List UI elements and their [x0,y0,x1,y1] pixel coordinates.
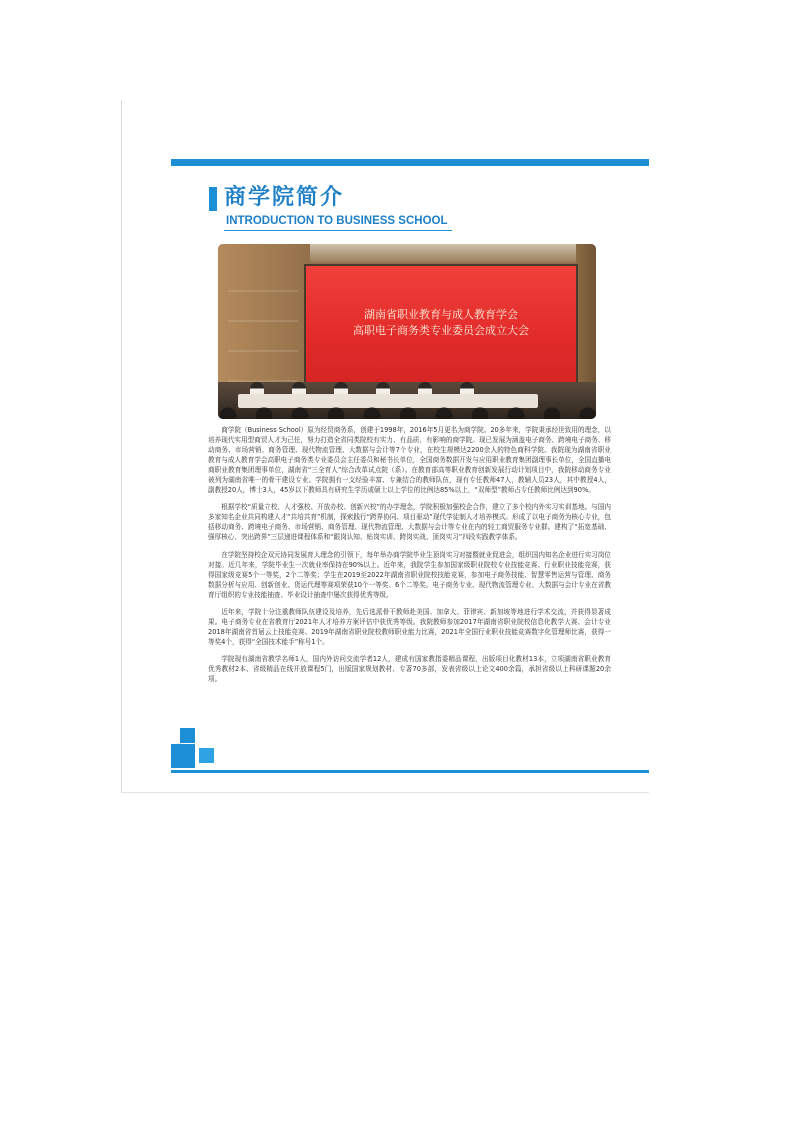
article-body [208,425,611,691]
paragraph: 根据学校“质量立校、人才强校、开放办校、创新兴校”的办学理念，学院积极加强校企合作，建立了多个校内外实习实训基地。与国内多家知名企业共同构建人才“共培共育”机制，探索践行“跨界协同、项目驱动”现代学徒制人才培养模式。形成了以电子商务为核心专业，包括移动商务、跨境电子商务、市场营销、商务管理、现代物流管理、大数据与会计等专业在内的轻工商贸服务专业群。建构了“拓宽基础、强厚核心、突出跨界”三层递进课程体系和“跟岗认知、贴岗实训、跨岗实战、顶岗实习”四段实践教学体系。 [208,503,611,542]
decorative-square [180,728,195,743]
title-underline [224,230,452,231]
conference-banner-screen [306,266,576,386]
banner-line-2: 高职电子商务类专业委员会成立大会 [353,324,529,337]
paragraph: 学院现有湖南省教学名师1人，国内外访问交流学者12人，建成有国家教指委精品课程，出版项目化教材13本，立项湖南省职业教育优秀教材2本、省级精品在线开放课程5门，出版国家规划教材、专著70多部，发表省级以上论文400余篇，承担省级以上科研课题20余项。 [208,654,611,684]
title-marker [209,187,217,211]
paragraph: 近年来，学院十分注重教师队伍建设及培养，先后选派骨干教师赴美国、加拿大、菲律宾、新加坡等地进行学术交流，并获得显著成果。电子商务专业在省教育厅2021年人才培养方案评估中获优秀等级。我院教师参加2017年湖南省职业院校信息化教学大赛、会计专业2018年湖南省首届云上技能竞赛、2019年湖南省职业院校教师职业能力比赛，2021年全国行业职业技能竞赛数字化管理师比赛，获得一等奖4个，获得“全国技术能手”称号1个。 [208,607,611,646]
conference-photo [218,244,596,419]
photo-audience [218,404,596,419]
banner-line-1: 湖南省职业教育与成人教育学会 [364,308,518,321]
paragraph: 在学院坚持校企双元协同发展育人理念的引领下，每年举办商学院毕业生顶岗实习对接暨就业促进会，组织国内知名企业进行实习岗位对接。近几年来，学院毕业生一次就业率保持在90%以上。近年来，我院学生参加国家级职业院校专业技能竞赛、行业职业技能竞赛，获得国家级竞赛5个一等奖，2个二等奖；学生在2019至2022年湖南省职业院校技能竞赛，参加电子商务技能、智慧零售运营与管理、商务数据分析与应用、创新创业、货运代理等赛项荣获10个一等奖、6个二等奖。电子商务专业、现代物流管理专业、大数据与会计专业在省教育厅组织的专业技能抽查、毕业设计抽查中屡次获得优秀等级。 [208,550,611,599]
header-accent-bar [171,159,649,166]
page-left-edge [121,100,122,793]
decorative-square [171,744,195,768]
page-subtitle: INTRODUCTION TO BUSINESS SCHOOL [226,215,448,227]
page-bottom-edge [121,792,649,793]
footer-accent-bar [171,770,649,773]
decorative-square [199,748,214,763]
page-title: 商学院简介 [224,185,345,210]
paragraph: 商学院（Business School）原为经贸商务系，创建于1998年，2016年5月更名为商学院。20多年来，学院秉承经世致用的理念，以培养现代实用型商贸人才为己任，努力打造全省同类院校有实力、有品质、有影响的商学院。现已发展为涵盖电子商务、跨境电子商务、移动商务、市场营销、商务管理、现代物流管理、大数据与会计等7个专业，在校生规模达2200余人的特色商科学院。我院现为湖南省职业教育与成人教育学会高职电子商务类专业委员会主任委员和秘书长单位，全国商务数据开发与应用职业教育集团副理事长单位，全国直播电商职业教育集团理事单位，湖南省“三全育人”综合改革试点院（系）。在教育部高等职业教育创新发展行动计划项目中，我院移动商务专业被列为湖南省唯一的骨干建设专业。学院拥有一支经验丰富、专兼结合的教师队伍，现有专任教师47人，教辅人员23人，其中教授4人，副教授20人，博士3人，45岁以下教师具有研究生学历或硕士以上学位的比例达85%以上，“双师型”教师占专任教师比例达到90%。 [208,426,611,495]
